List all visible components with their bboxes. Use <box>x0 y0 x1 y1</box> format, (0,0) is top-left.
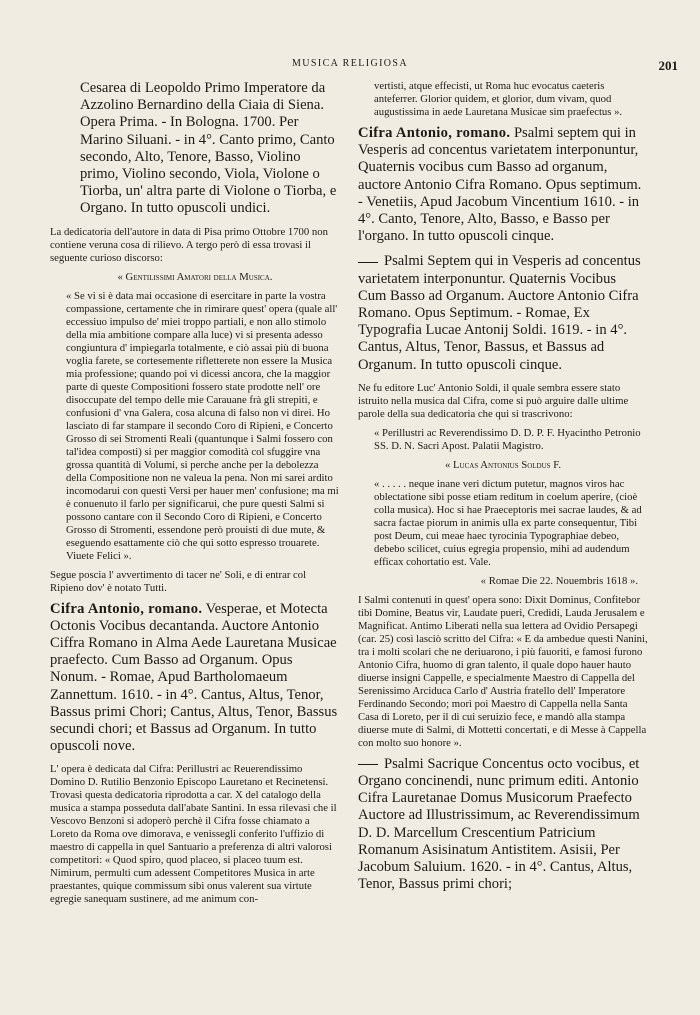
note-quote-continued: vertisti, atque effecisti, ut Roma huc evocatus caeteris anteferrer. Glorior quidem, et glorior, dum vivam, quod augustissima in aede Lauretana Musicae sim praefectus ». <box>374 80 623 118</box>
note-date: « Romae Die 22. Nouembris 1618 ». <box>480 574 638 587</box>
note-quoted-discourse: « Se vi si è data mai occasione di esercitare in parte la vostra compassione, certamente che in rimirare quest' opera (quale all' eccessiuo impulso de' miei troppo partiali, e non allo stimolo della mia ambitione compare alla luce) vi si presenta adesso congiuntura d' impiegarla totalmente, e ciò assai più di buona voglia farete, se cortesemente rifletterete non essere la Musica mia professione; quando poi vi dicessi ancora, che la maggior parte di queste Compositioni fossero state prodotte nell' ore disoccupate del tempo delle mie Carauane frà gli strepiti, e confusioni d' vna Galera, cosa alcuna di falso non vi direi. Ho lasciato di far stampare il secondo Coro di Ripieni, e Concerto Grosso di sei Stromenti Reali (quantunque i Salmi fossero con tal'idea composti) si per maggior comodità col sfuggire vna grossa quantità di Volumi, si perche anche per la debolezza della Compositione non ne valeua la pena. Non mi sarei ardito incomodarui con questi Versi per hauer men' confusione; ma mi è conuenuto il farlo per significarui, che pure questi Salmi si possono cantare con il Secondo Coro di Ripieni, e Concerto Grosso di Stromenti, essendone però prouisti di due mute, & eseguendo esattamente ciò che qui sotto espresso trouarete. Viuete Felici ». <box>66 289 339 562</box>
note-soldi-editor: Ne fu editore Luc' Antonio Soldi, il quale sembra essere stato istruito nella musica dal Cifra, come si può arguire dalle ultime parole della sua dedicatoria che qui si trascrivono: <box>358 381 629 420</box>
left-column <box>50 80 340 912</box>
entry-cifra-vesperae <box>50 601 340 756</box>
entry-title: Psalmi Septem qui in Vesperis ad concentus varietatem interponuntur. Quaternis Vocibus Cum Basso ad Organum. Auctore Antonio Cifra Romano. Opus Septimum. - Romae, Ex Typografia Lucae Antonij Soldi. 1619. - in 4°. Cantus, Altus, Tenor, Bassus, et Bassus ad Organum. In tutto opuscoli cinque. <box>358 253 641 373</box>
note-benzoni-dedication: L' opera è dedicata dal Cifra: Perillustri ac Reuerendissimo Domino D. Rutilio Benzonio Episcopo Lauretano et Recinetensi. Trovasi questa dedicatoria riprodotta a car. X del catalogo della musica a stampa posseduta dall'abate Santini. In essa rilevasi che il Vescovo Benzoni si adoperò perchè il Cifra fosse chiamato a Loreto da Roma ove dimorava, e venissegli conferito l'uffizio di maestro di cappella in quel Santuario a preferenza di altri valorosi competitori: « Quod spiro, quod placeo, si placeo tuum est. Nimirum, permulti cum adessent Competitores Musica in arte praestantes, quique commissum sibi onus valerent sua virtute egregie sanequam sustinere, ad me animum con- <box>50 763 337 906</box>
dash-rule <box>358 764 378 765</box>
running-header: MUSICA RELIGIOSA <box>291 58 409 69</box>
note-latin-quote: « . . . . . neque inane veri dictum putetur, magnos viros hac oblectatione sibi posse etiam reditum in coelum aperire, (cioè colla musica). Hoc si hae Praeceptoris mei sacrae laudes, & ad sacra factae piorum in animis ulla ex parte consequentur, Tibi post Deum, cui meae haec tyrocinia Typographiae debeo, debebo scilicet, cuius egregia propensio, mihi ad audendum efficax cohortatio est. Vale. <box>374 477 642 568</box>
entry-title: Psalmi Sacrique Concentus octo vocibus, et Organo concinendi, nunc primum editi. Antonio Cifra Lauretanae Domus Musicorum Praefecto Auctore ad Illustrissimum, ac Reverendissimum D. D. Marcellum Crescentium Patricium Romanum Asisinatum Antistitem. Asisii, Per Jacobum Saluium. 1620. - in 4°. Cantus, Altus, Tenor, Bassus primi chori; <box>358 755 640 893</box>
entry-author: Cifra Antonio, romano. <box>50 600 203 617</box>
entry-title: Psalmi septem qui in Vesperis ad concentus varietatem interponuntur, Quaternis vocibus cum Basso ad organum, auctore Antonio Cifra Romano. Opus septimum. - Venetiis, Apud Jacobum Vincentium 1610. - in 4°. Canto, Tenore, Alto, Basso, e Basso per l'organo. In tutto opuscoli cinque. <box>358 125 642 245</box>
entry-ciaia-continued: Cesarea di Leopoldo Primo Imperatore da Azzolino Bernardino della Ciaia di Siena. Opera Prima. - In Bologna. 1700. Per Marino Siluani. - in 4°. Canto primo, Canto secondo, Alto, Tenore, Basso, Violino primo, Violino secondo, Viola, Violone o Tiorba, un' altra parte di Violone o Tiorba, e Organo. In tutto opuscoli undici. <box>80 80 337 217</box>
entry-psalmi-romae <box>358 253 648 373</box>
entry-cifra-psalmi-venetiis <box>358 125 648 245</box>
dash-rule <box>358 262 378 263</box>
right-column <box>358 80 648 901</box>
note-salutation: « Gentilissimi Amatori della Musica. <box>117 270 273 283</box>
note-dedication: La dedicatoria dell'autore in data di Pisa primo Ottobre 1700 non contiene veruna cosa di rilievo. A tergo però di essa trovasi il seguente curioso discorso: <box>50 225 328 264</box>
page-number: 201 <box>658 58 678 73</box>
entry-psalmi-sacrique <box>358 756 648 894</box>
entry-author: Cifra Antonio, romano. <box>358 125 511 141</box>
note-psalm-contents: I Salmi contenuti in quest' opera sono: Dixit Dominus, Confitebor tibi Domine, Beatus vir, Laudate pueri, Credidi, Lauda Jerusalem e Magnificat. Antimo Liberati nella sua lettera ad Ovidio Persapegi (car. 25) così lasciò scritto del Cifra: « E da ambedue questi Nanini, tra i molti scolari che ne deriuarono, i più fauoriti, e famosi furono Antonio Cifra, huomo di gran talento, il quale dopo hauer hauto diuerse insigni Cappelle, e specialmente Maestro di Cappella del Serenissimo Arciduca Carlo d' Austria fratello dell' Imperatore Ferdinando Secondo; morì poi Maestro di Cappella nella Santa Casa di Loreto, per il di cui seruizio fece, e mandò alla stampa diuerse mute di Salmi, di Mottetti concertati, e di Messe à Cappella con molto suo honore ». <box>358 593 648 749</box>
note-follow-up: Segue poscia l' avvertimento di tacer ne' Soli, e di entrar col Ripieno dov' è notato Tutti. <box>50 568 307 594</box>
entry-title: Vesperae, et Motecta Octonis Vocibus decantanda. Auctore Antonio Ciffra Romano in Alma Aede Lauretana Musicae praefecto. Cum Basso ad Organum. Opus Nonum. - Romae, Apud Bartholomaeum Zannettum. 1610. - in 4°. Cantus, Altus, Tenor, Bassus primi Chori; Cantus, Altus, Tenor, Bassus secundi chori; et Bassus ad Organum. In tutto opuscoli nove. <box>50 600 338 755</box>
note-dedicatee: « Perillustri ac Reverendissimo D. D. P. F. Hyacintho Petronio SS. D. N. Sacri Apost. Palatii Magistro. <box>374 426 641 452</box>
note-signature: « Lucas Antonius Soldus F. <box>445 458 561 471</box>
